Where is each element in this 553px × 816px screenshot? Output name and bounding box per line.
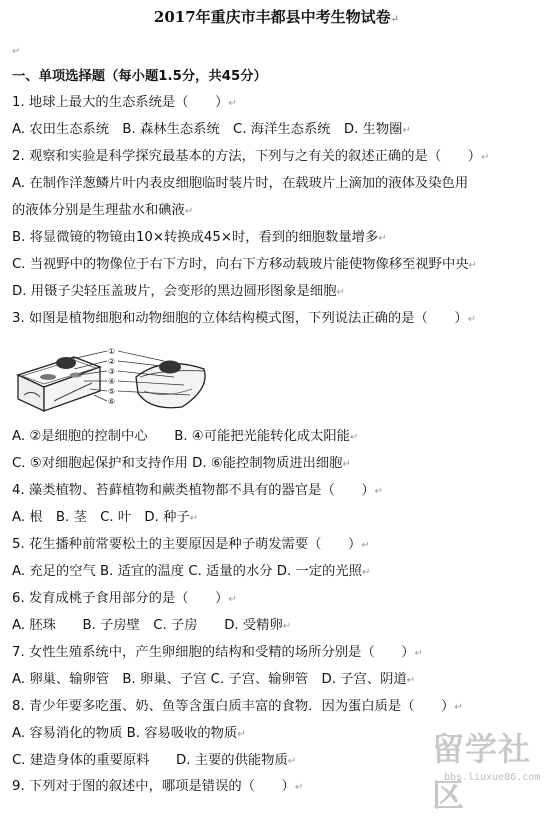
option-line: [12, 202, 193, 221]
line-text: 2. 观察和实验是科学探究最基本的方法，下列与之有关的叙述正确的是（ ）: [12, 149, 482, 164]
line-text: A. 卵巢、输卵管 B. 卵巢、子宫 C. 子宫、输卵管 D. 子宫、阴道: [12, 672, 407, 687]
paragraph-mark: ↵: [361, 540, 370, 551]
line-text: 9. 下列对于图的叙述中，哪项是错误的（ ）: [12, 779, 295, 794]
question-line: [12, 778, 303, 797]
question-line: [12, 644, 423, 663]
line-text: A. ②是细胞的控制中心 B. ④可能把光能转化成太阳能: [12, 429, 350, 444]
paragraph-mark: ↵: [467, 314, 477, 325]
question-line: [12, 536, 370, 555]
paragraph-mark: ↵: [228, 594, 237, 605]
paragraph-mark: ↵: [361, 567, 371, 578]
line-text: A. 根 B. 茎 C. 叶 D. 种子: [12, 510, 190, 525]
paragraph-mark: ↵: [349, 432, 359, 443]
paragraph-mark: ↵: [342, 459, 351, 470]
line-text: A. 农田生态系统 B. 森林生态系统 C. 海洋生态系统 D. 生物圈: [12, 122, 403, 137]
empty-paragraph: [12, 42, 20, 61]
cell-structure-figure: [14, 345, 214, 417]
option-line: [12, 175, 468, 193]
line-text: A. 在制作洋葱鳞片叶内表皮细胞临时装片时，在载玻片上滴加的液体及染色用: [12, 176, 469, 191]
watermark-text: 留学社区: [432, 730, 532, 814]
paragraph-mark: ↵: [390, 14, 400, 25]
option-line: [12, 121, 411, 140]
line-text: 3. 如图是植物细胞和动物细胞的立体结构模式图，下列说法正确的是（ ）: [12, 311, 468, 326]
question-line: [12, 590, 237, 609]
line-text: D. 用镊子尖轻压盖玻片，会变形的黑边圆形图象是细胞: [12, 284, 337, 299]
option-line: [12, 509, 198, 528]
paragraph-mark: ↵: [406, 675, 416, 686]
line-text: B. 将显微镜的物镜由10×转换成45×时，看到的细胞数量增多: [12, 230, 379, 245]
option-line: [12, 725, 246, 744]
plant-cell-drawing: [18, 357, 100, 411]
line-text: A. 充足的空气 B. 适宜的温度 C. 适量的水分 D. 一定的光照: [12, 564, 362, 579]
paragraph-mark: ↵: [378, 233, 387, 244]
option-line: [12, 256, 477, 275]
line-text: C. 当视野中的物像位于右下方时，向右下方移动载玻片能使物像移至视野中央: [12, 257, 469, 272]
line-text: 4. 藻类植物、苔藓植物和蕨类植物都不具有的器官是（ ）: [12, 483, 375, 498]
paragraph-mark: ↵: [454, 702, 463, 713]
section-text: 一、单项选择题（每小题1.5分，共45分）: [12, 69, 267, 84]
line-text: 8. 青少年要多吃蛋、奶、鱼等含蛋白质丰富的食物．因为蛋白质是（ ）: [12, 699, 455, 714]
option-line: [12, 229, 387, 248]
line-text: C. ⑤对细胞起保护和支持作用 D. ⑥能控制物质进出细胞: [12, 456, 343, 471]
title-text: 2017年重庆市丰都县中考生物试卷: [153, 8, 391, 26]
paragraph-mark: ↵: [12, 46, 21, 57]
paragraph-mark: ↵: [294, 782, 304, 793]
paragraph-mark: ↵: [468, 260, 477, 271]
line-text: A. 容易消化的物质 B. 容易吸收的物质: [12, 726, 238, 741]
option-line: [12, 428, 358, 447]
paragraph-mark: ↵: [282, 621, 292, 632]
watermark-logo: [432, 716, 550, 814]
option-line: [12, 455, 351, 474]
paragraph-mark: ↵: [374, 486, 384, 497]
question-line: [12, 148, 489, 167]
figure-label: ⑤: [108, 387, 116, 396]
figure-label: ④: [108, 377, 116, 386]
section-heading: [12, 68, 267, 86]
paragraph-mark: ↵: [184, 206, 194, 217]
question-line: [12, 94, 237, 113]
line-text: A. 胚珠 B. 子房壁 C. 子房 D. 受精卵: [12, 618, 283, 633]
question-line: [12, 482, 383, 501]
option-line: [12, 563, 370, 582]
figure-label: ②: [108, 357, 116, 366]
figure-label: ③: [108, 367, 116, 376]
paragraph-mark: ↵: [228, 98, 237, 109]
question-line: [12, 698, 463, 717]
figure-label: ⑥: [108, 397, 116, 406]
paragraph-mark: ↵: [237, 729, 246, 740]
option-line: [12, 671, 415, 690]
figure-label: ①: [108, 347, 116, 356]
option-line: [12, 752, 296, 771]
watermark-url: bbs.liuxue86.com: [444, 772, 541, 783]
paragraph-mark: ↵: [481, 152, 490, 163]
option-line: [12, 283, 345, 302]
option-line: [12, 617, 291, 636]
paragraph-mark: ↵: [402, 125, 411, 136]
paragraph-mark: ↵: [189, 513, 199, 524]
line-text: 5. 花生播种前常要松土的主要原因是种子萌发需要（ ）: [12, 537, 362, 552]
page-title: [0, 6, 553, 27]
line-text: 的液体分别是生理盐水和碘液: [12, 203, 185, 218]
line-text: C. 建造身体的重要原料 D. 主要的供能物质: [12, 753, 288, 768]
paragraph-mark: ↵: [336, 287, 345, 298]
line-text: 1. 地球上最大的生态系统是（ ）: [12, 95, 229, 110]
line-text: 6. 发育成桃子食用部分的是（ ）: [12, 591, 229, 606]
paragraph-mark: ↵: [287, 756, 297, 767]
line-text: 7. 女性生殖系统中，产生卵细胞的结构和受精的场所分别是（ ）: [12, 645, 415, 660]
paragraph-mark: ↵: [414, 648, 423, 659]
question-line: [12, 310, 476, 329]
